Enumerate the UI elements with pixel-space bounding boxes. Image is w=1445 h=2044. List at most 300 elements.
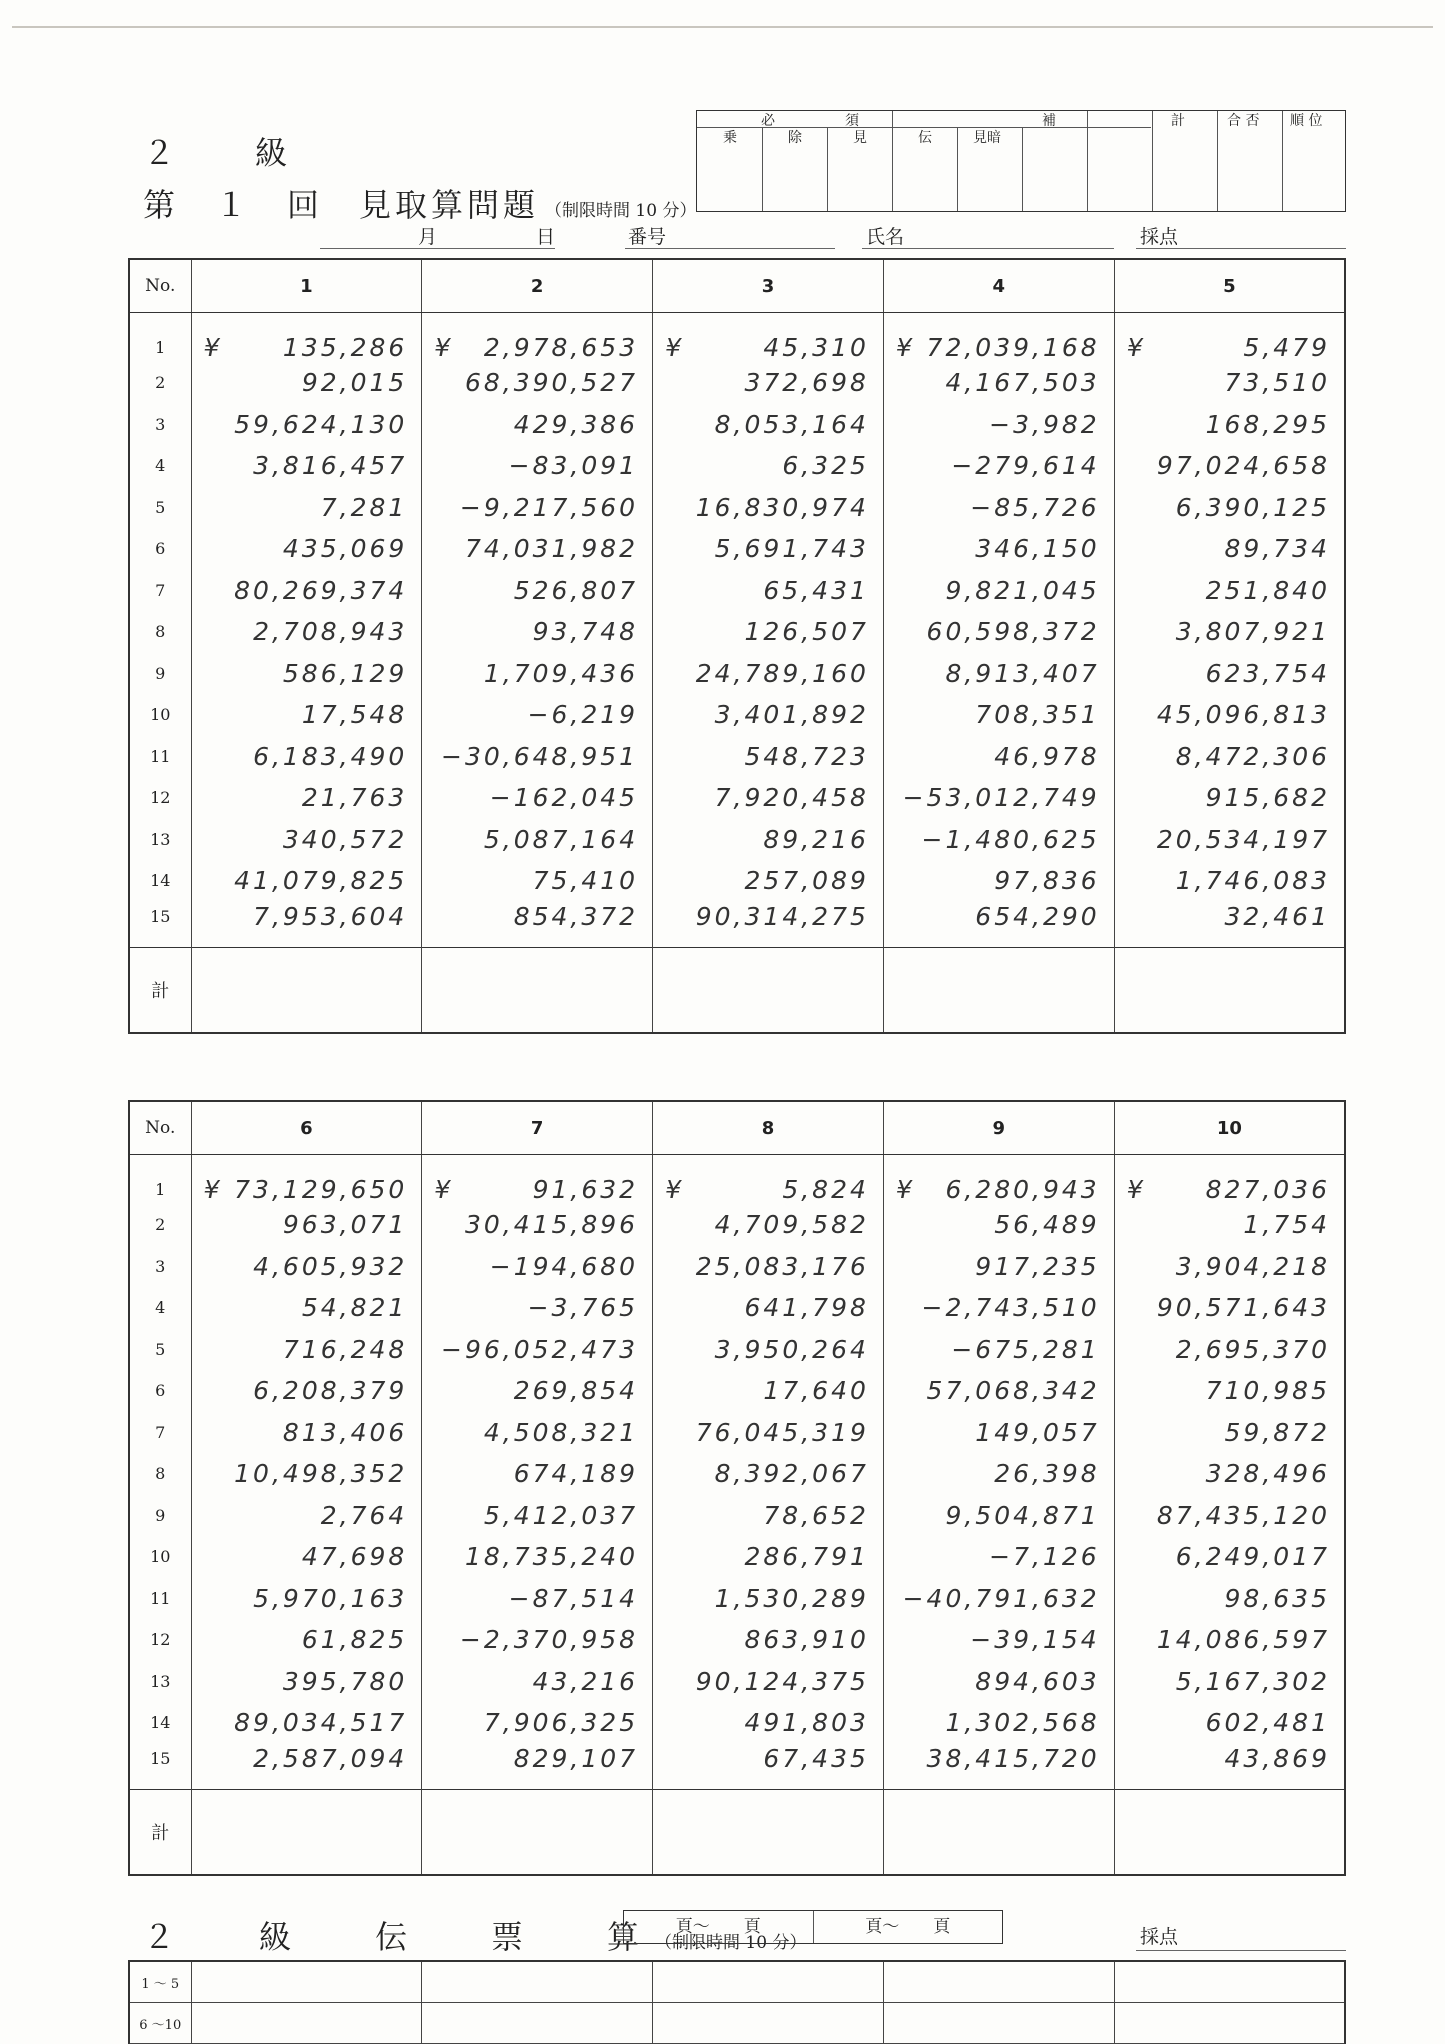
value-cell: [422, 1661, 653, 1703]
value-text: 2,587,094: [253, 1743, 408, 1773]
column-header: 6: [191, 1101, 422, 1155]
value-cell: [1114, 1744, 1345, 1790]
slip-title-text: ２ 級 伝 票 算: [143, 1918, 666, 1956]
table-row: [129, 1246, 1345, 1288]
value-text: 73,129,650: [234, 1175, 408, 1204]
value-cell: [1114, 777, 1345, 819]
value-text: 829,107: [513, 1743, 639, 1773]
value-cell: [1114, 1619, 1345, 1661]
table-row: [129, 1155, 1345, 1205]
table-row: [129, 902, 1345, 948]
value-text: 894,603: [975, 1666, 1100, 1696]
value-text: 1,709,436: [483, 658, 639, 688]
value-cell: [191, 1287, 422, 1329]
table-body: [129, 1155, 1345, 1875]
value-cell: [191, 404, 422, 446]
value-text: 45,096,813: [1156, 700, 1330, 730]
value-text: 90,124,375: [695, 1666, 869, 1696]
table-row: [129, 860, 1345, 902]
value-cell: [191, 313, 422, 363]
time-limit: （制限時間 10 分）: [545, 201, 697, 221]
value-text: 87,435,120: [1156, 1500, 1330, 1530]
table-row: [129, 819, 1345, 861]
value-text: 14,086,597: [1156, 1625, 1330, 1655]
total-row: [129, 947, 1345, 1033]
value-text: 56,489: [994, 1210, 1100, 1240]
value-cell: [191, 1495, 422, 1537]
value-text: −1,480,625: [921, 824, 1100, 854]
value-text: 340,572: [282, 824, 408, 854]
value-text: 26,398: [994, 1459, 1100, 1489]
value-text: 38,415,720: [926, 1743, 1100, 1773]
value-cell: [883, 1619, 1114, 1661]
value-cell: [653, 1536, 884, 1578]
value-cell: [422, 1744, 653, 1790]
row-number: 5: [129, 487, 191, 529]
value-text: 269,854: [513, 1376, 639, 1406]
table-row: [129, 445, 1345, 487]
column-header: 2: [422, 259, 653, 313]
slip-table: [128, 1960, 1346, 2044]
value-cell: [191, 736, 422, 778]
table-row: [129, 1578, 1345, 1620]
value-text: −2,743,510: [921, 1293, 1100, 1323]
number-label: 番号: [628, 226, 667, 248]
value-text: 395,780: [282, 1666, 408, 1696]
score-pass-label: 合 否: [1227, 113, 1260, 129]
value-text: −162,045: [489, 783, 639, 813]
value-cell: [653, 1744, 884, 1790]
value-cell: [422, 902, 653, 948]
page-range-box: [623, 1910, 1003, 1944]
total-answer-cell[interactable]: [1114, 947, 1345, 1033]
value-cell: [191, 1155, 422, 1205]
value-text: 90,571,643: [1156, 1293, 1330, 1323]
column-header: 1: [191, 259, 422, 313]
value-cell: [191, 528, 422, 570]
value-cell: [653, 611, 884, 653]
month-label: 月: [418, 226, 438, 248]
value-text: 91,632: [532, 1175, 639, 1204]
value-cell: [1114, 1702, 1345, 1744]
column-header: 8: [653, 1101, 884, 1155]
value-text: 641,798: [744, 1293, 869, 1323]
value-text: −7,126: [989, 1542, 1100, 1572]
table-row: [129, 1329, 1345, 1371]
score-col-label: 伝: [918, 130, 932, 146]
value-text: 5,167,302: [1175, 1666, 1330, 1696]
table-row: [129, 1453, 1345, 1495]
value-cell: [422, 736, 653, 778]
value-cell: [883, 1246, 1114, 1288]
value-cell: [191, 1536, 422, 1578]
value-text: 2,708,943: [253, 617, 408, 647]
value-text: 74,031,982: [464, 534, 639, 564]
row-number: 3: [129, 404, 191, 446]
title-text: 第 １ 回 見取算問題: [143, 186, 540, 224]
no-header: No.: [129, 1101, 191, 1155]
yen-mark: ¥: [665, 333, 684, 362]
value-text: 7,953,604: [253, 901, 408, 931]
value-text: 16,830,974: [695, 492, 869, 522]
value-cell: [1114, 487, 1345, 529]
value-text: 4,508,321: [483, 1417, 639, 1447]
row-number: 1: [129, 313, 191, 363]
row-number: 2: [129, 362, 191, 404]
score-col-label: 除: [788, 130, 802, 146]
value-text: 813,406: [282, 1417, 408, 1447]
value-cell: [653, 860, 884, 902]
value-text: 59,624,130: [234, 409, 408, 439]
value-cell: [422, 1453, 653, 1495]
value-cell: [883, 487, 1114, 529]
value-cell: [883, 1744, 1114, 1790]
row-number: 15: [129, 1744, 191, 1790]
value-text: 5,824: [782, 1175, 869, 1204]
table-row: [129, 570, 1345, 612]
value-cell: [422, 653, 653, 695]
yen-mark: ¥: [203, 1175, 223, 1204]
table-row: [129, 404, 1345, 446]
value-cell: [883, 1536, 1114, 1578]
table-row: [129, 653, 1345, 695]
value-cell: [883, 1287, 1114, 1329]
table-row: [129, 1744, 1345, 1790]
score-total-label: 計: [1171, 113, 1185, 129]
value-text: 30,415,896: [464, 1210, 639, 1240]
value-cell: [883, 1495, 1114, 1537]
value-cell: [422, 1536, 653, 1578]
value-cell: [653, 313, 884, 363]
value-text: −96,052,473: [441, 1334, 639, 1364]
value-text: 7,281: [320, 492, 408, 522]
value-cell: [422, 819, 653, 861]
value-text: 90,314,275: [695, 901, 869, 931]
table-row: [129, 1204, 1345, 1246]
value-cell: [191, 445, 422, 487]
row-number: 14: [129, 860, 191, 902]
yen-mark: ¥: [665, 1175, 684, 1204]
value-text: 1,746,083: [1175, 866, 1330, 896]
value-text: 1,754: [1243, 1210, 1330, 1240]
value-text: −39,154: [970, 1625, 1100, 1655]
value-cell: [653, 1155, 884, 1205]
value-text: 3,950,264: [714, 1334, 869, 1364]
table-row: [129, 611, 1345, 653]
score-col-label: 見: [853, 130, 867, 146]
value-text: 251,840: [1205, 575, 1330, 605]
yen-mark: ¥: [895, 333, 915, 362]
value-cell: [422, 404, 653, 446]
value-cell: [191, 1370, 422, 1412]
value-text: 7,906,325: [483, 1708, 639, 1738]
value-cell: [1114, 1246, 1345, 1288]
value-cell: [653, 570, 884, 612]
value-text: 674,189: [513, 1459, 639, 1489]
value-text: 80,269,374: [234, 575, 408, 605]
value-text: 915,682: [1205, 783, 1330, 813]
value-text: −53,012,749: [902, 783, 1100, 813]
value-text: 5,970,163: [253, 1583, 408, 1613]
value-cell: [191, 902, 422, 948]
value-cell: [1114, 736, 1345, 778]
value-text: 708,351: [975, 700, 1100, 730]
row-number: 13: [129, 819, 191, 861]
value-cell: [883, 694, 1114, 736]
value-cell: [1114, 1329, 1345, 1371]
value-text: 3,401,892: [714, 700, 869, 730]
value-text: 5,691,743: [714, 534, 869, 564]
yen-mark: ¥: [1126, 1175, 1146, 1204]
value-text: 24,789,160: [695, 658, 869, 688]
value-cell: [422, 1702, 653, 1744]
value-text: 45,310: [763, 333, 869, 362]
value-text: 6,183,490: [253, 741, 408, 771]
total-label: 計: [129, 1789, 191, 1875]
value-cell: [191, 1204, 422, 1246]
score-col-label: 乗: [723, 130, 737, 146]
slip-time-limit: （制限時間 10 分）: [655, 1933, 807, 1953]
value-text: 4,605,932: [253, 1251, 408, 1281]
value-text: 286,791: [744, 1542, 869, 1572]
value-text: 3,904,218: [1175, 1251, 1330, 1281]
value-text: 89,734: [1224, 534, 1330, 564]
value-cell: [883, 362, 1114, 404]
value-cell: [883, 1204, 1114, 1246]
value-cell: [191, 819, 422, 861]
total-answer-cell[interactable]: [883, 947, 1114, 1033]
day-label: 日: [536, 226, 556, 248]
value-cell: [422, 1370, 653, 1412]
value-text: 75,410: [532, 866, 639, 896]
value-cell: [883, 860, 1114, 902]
value-text: 97,024,658: [1156, 451, 1330, 481]
value-text: −675,281: [951, 1334, 1100, 1364]
value-cell: [191, 362, 422, 404]
value-cell: [653, 736, 884, 778]
table-row: [129, 694, 1345, 736]
value-text: 491,803: [744, 1708, 869, 1738]
value-text: 149,057: [975, 1417, 1100, 1447]
value-text: 9,504,871: [945, 1500, 1100, 1530]
value-cell: [191, 1246, 422, 1288]
value-cell: [883, 1329, 1114, 1371]
value-text: 6,325: [782, 451, 869, 481]
value-cell: [191, 1619, 422, 1661]
value-cell: [191, 1744, 422, 1790]
value-text: 6,249,017: [1175, 1542, 1330, 1572]
total-answer-cell[interactable]: [191, 1789, 422, 1875]
value-text: 10,498,352: [234, 1459, 408, 1489]
value-cell: [653, 445, 884, 487]
value-text: −83,091: [508, 451, 639, 481]
row-number: 10: [129, 694, 191, 736]
column-header: 10: [1114, 1101, 1345, 1155]
table-row: [129, 736, 1345, 778]
value-text: 47,698: [301, 1542, 408, 1572]
row-number: 4: [129, 445, 191, 487]
value-cell: [883, 528, 1114, 570]
total-answer-cell[interactable]: [422, 1789, 653, 1875]
column-header: 9: [883, 1101, 1114, 1155]
value-cell: [1114, 445, 1345, 487]
value-cell: [653, 1412, 884, 1454]
value-cell: [653, 1287, 884, 1329]
value-text: 602,481: [1205, 1708, 1330, 1738]
value-cell: [191, 1702, 422, 1744]
value-cell: [191, 1578, 422, 1620]
value-text: 346,150: [975, 534, 1100, 564]
value-text: 429,386: [513, 409, 639, 439]
value-text: −9,217,560: [459, 492, 639, 522]
value-text: 60,598,372: [926, 617, 1100, 647]
column-header: 5: [1114, 259, 1345, 313]
value-text: 89,034,517: [234, 1708, 408, 1738]
value-text: 92,015: [301, 368, 408, 398]
value-text: 6,390,125: [1175, 492, 1330, 522]
value-cell: [1114, 1578, 1345, 1620]
value-text: 4,709,582: [714, 1210, 869, 1240]
value-text: 435,069: [282, 534, 408, 564]
row-number: 15: [129, 902, 191, 948]
value-text: 8,053,164: [714, 409, 869, 439]
value-text: 67,435: [763, 1743, 869, 1773]
value-text: 41,079,825: [234, 866, 408, 896]
value-cell: [1114, 819, 1345, 861]
value-cell: [422, 1329, 653, 1371]
total-answer-cell[interactable]: [191, 947, 422, 1033]
value-text: 372,698: [744, 368, 869, 398]
value-cell: [883, 1453, 1114, 1495]
page-title: [143, 180, 696, 226]
value-text: 135,286: [282, 333, 408, 362]
row-number: 1: [129, 1155, 191, 1205]
value-cell: [191, 694, 422, 736]
value-cell: [883, 404, 1114, 446]
value-text: 2,764: [320, 1500, 408, 1530]
yen-mark: ¥: [434, 333, 454, 362]
value-cell: [653, 487, 884, 529]
total-answer-cell[interactable]: [422, 947, 653, 1033]
value-text: 3,807,921: [1175, 617, 1330, 647]
column-header: 4: [883, 259, 1114, 313]
value-cell: [1114, 611, 1345, 653]
slip-row-label: 1 ～ 5: [129, 1961, 191, 2003]
total-answer-cell[interactable]: [1114, 1789, 1345, 1875]
value-text: −87,514: [508, 1583, 639, 1613]
total-answer-cell[interactable]: [653, 947, 884, 1033]
value-cell: [883, 777, 1114, 819]
value-cell: [422, 860, 653, 902]
value-text: 61,825: [301, 1625, 408, 1655]
value-cell: [653, 362, 884, 404]
row-number: 8: [129, 611, 191, 653]
row-number: 7: [129, 1412, 191, 1454]
value-cell: [422, 1578, 653, 1620]
value-cell: [653, 819, 884, 861]
table-body: [129, 313, 1345, 1033]
value-text: 8,913,407: [945, 658, 1100, 688]
value-cell: [1114, 404, 1345, 446]
value-cell: [883, 1155, 1114, 1205]
value-cell: [422, 487, 653, 529]
row-number: 4: [129, 1287, 191, 1329]
value-text: −194,680: [489, 1251, 639, 1281]
value-text: −3,765: [527, 1293, 639, 1323]
value-cell: [883, 1578, 1114, 1620]
value-cell: [191, 653, 422, 695]
score-label: 採点: [1140, 226, 1179, 248]
total-answer-cell[interactable]: [883, 1789, 1114, 1875]
value-text: 32,461: [1224, 901, 1330, 931]
table-row: [129, 1536, 1345, 1578]
column-header: 3: [653, 259, 884, 313]
value-cell: [191, 487, 422, 529]
row-number: 12: [129, 777, 191, 819]
value-cell: [883, 819, 1114, 861]
problem-table-2: [128, 1100, 1346, 1876]
value-cell: [191, 1412, 422, 1454]
value-cell: [883, 1370, 1114, 1412]
value-cell: [1114, 1536, 1345, 1578]
yen-mark: ¥: [895, 1175, 915, 1204]
value-text: 2,695,370: [1175, 1334, 1330, 1364]
value-cell: [422, 528, 653, 570]
value-text: 18,735,240: [464, 1542, 639, 1572]
table-row: [129, 1370, 1345, 1412]
value-cell: [883, 653, 1114, 695]
value-cell: [1114, 860, 1345, 902]
table-row: [129, 1495, 1345, 1537]
value-cell: [653, 1246, 884, 1288]
value-cell: [653, 1204, 884, 1246]
value-text: −2,370,958: [459, 1625, 639, 1655]
slip-score-label: 採点: [1140, 1926, 1179, 1948]
value-text: 2,978,653: [483, 333, 639, 362]
row-number: 8: [129, 1453, 191, 1495]
value-text: 72,039,168: [926, 333, 1100, 362]
total-answer-cell[interactable]: [653, 1789, 884, 1875]
value-cell: [191, 777, 422, 819]
value-text: −6,219: [527, 700, 639, 730]
value-text: 54,821: [301, 1293, 408, 1323]
total-label: 計: [129, 947, 191, 1033]
score-rank-label: 順 位: [1290, 113, 1323, 129]
no-header: No.: [129, 259, 191, 313]
value-cell: [422, 1412, 653, 1454]
value-cell: [422, 1287, 653, 1329]
score-supplement-label: 補: [1042, 113, 1056, 129]
value-text: 68,390,527: [464, 368, 639, 398]
value-cell: [1114, 1370, 1345, 1412]
value-cell: [653, 694, 884, 736]
total-row: [129, 1789, 1345, 1875]
value-cell: [422, 445, 653, 487]
value-cell: [883, 611, 1114, 653]
value-text: 917,235: [975, 1251, 1100, 1281]
row-number: 3: [129, 1246, 191, 1288]
value-cell: [1114, 362, 1345, 404]
row-number: 7: [129, 570, 191, 612]
row-number: 12: [129, 1619, 191, 1661]
name-label: 氏名: [866, 226, 905, 248]
value-cell: [653, 777, 884, 819]
row-number: 9: [129, 653, 191, 695]
value-cell: [653, 404, 884, 446]
value-cell: [422, 1155, 653, 1205]
value-cell: [883, 445, 1114, 487]
table-row: [129, 1961, 1345, 2003]
